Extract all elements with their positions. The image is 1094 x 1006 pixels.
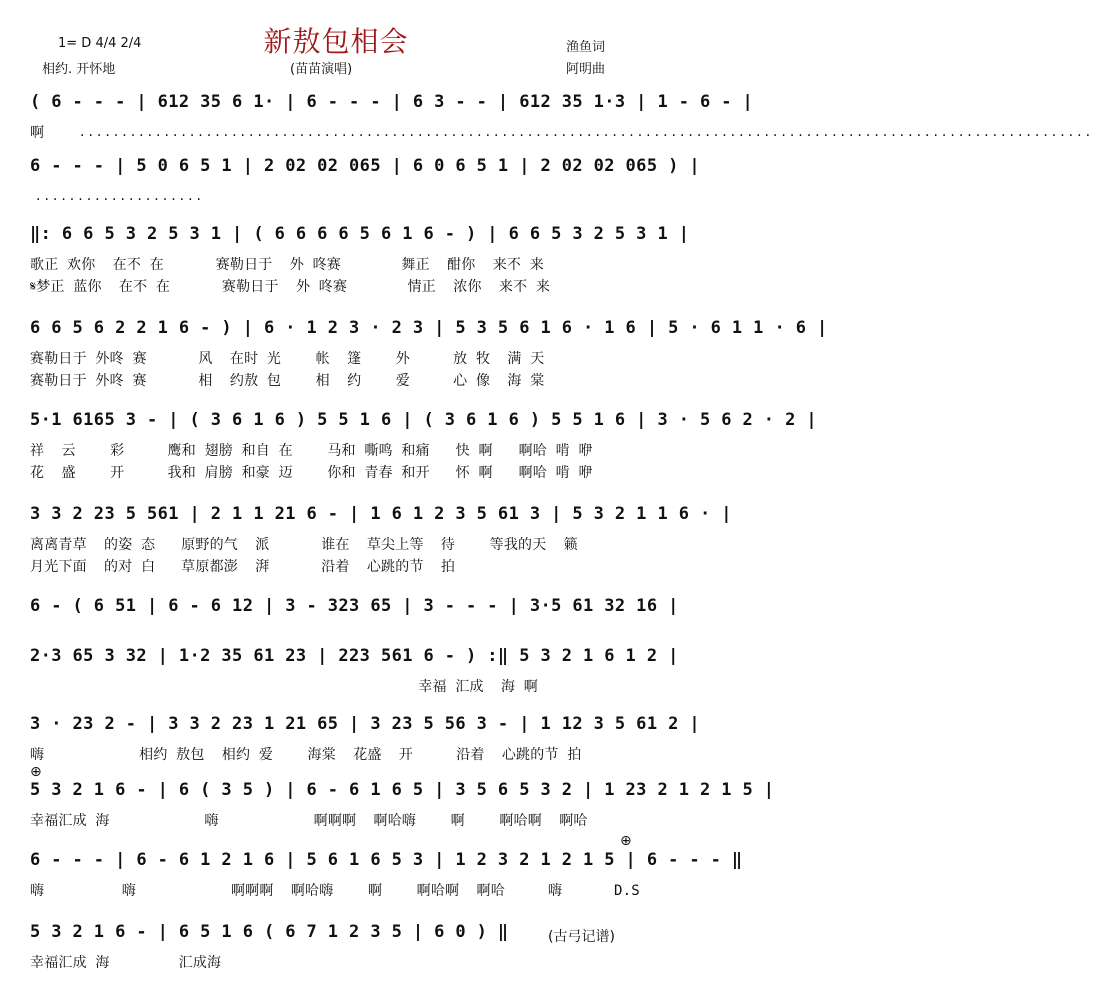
notation-line: 2·3 65 3 32 | 1·2 35 61 23 | 223 561 6 - ) :‖ 5 3 2 1 6 1 2 | [30, 646, 679, 666]
key-time-signature: 1= D 4/4 2/4 [58, 36, 142, 51]
lyric-line-verse-2: 赛勒日于 外咚 赛 相 约敖 包 相 约 爱 心 像 海 棠 [30, 373, 545, 389]
notation-line: 6 - - - | 5 0 6 5 1 | 2 02 02 065 | 6 0 6 5 1 | 2 02 02 065 ) | [30, 156, 700, 176]
lyric-line: 祥 云 彩 鹰和 翅膀 和自 在 马和 嘶鸣 和痛 快 啊 啊哈 啃 咿 [30, 443, 593, 459]
lyric-line: 歌正 欢你 在不 在 赛勒日于 外 咚赛 舞正 酣你 来不 来 [30, 257, 544, 273]
song-title: 新敖包相会 [263, 25, 409, 58]
notation-line: 5 3 2 1 6 - | 6 5 1 6 ( 6 7 1 2 3 5 | 6 0 ) ‖ [30, 922, 509, 942]
singer: (苗苗演唱) [290, 62, 353, 77]
notation-line: ‖: 6 6 5 3 2 5 3 1 | ( 6 6 6 6 5 6 1 6 - ) | 6 6 5 3 2 5 3 1 | [30, 224, 690, 244]
notation-line: 3 3 2 23 5 561 | 2 1 1 21 6 - | 1 6 1 2 3 5 61 3 | 5 3 2 1 1 6 · | [30, 504, 732, 524]
lyric-line: 嗨 相约 敖包 相约 爱 海棠 花盛 开 沿着 心跳的节 拍 [30, 747, 582, 763]
coda-icon: ⊕ [30, 764, 42, 780]
coda-icon: ⊕ [620, 833, 632, 849]
tempo-mood: 相约. 开怀地 [42, 62, 116, 77]
notation-line: 5·1 6165 3 - | ( 3 6 1 6 ) 5 5 1 6 | ( 3 6 1 6 ) 5 5 1 6 | 3 · 5 6 2 · 2 | [30, 410, 817, 430]
lyric-line: 嗨 嗨 啊啊啊 啊哈嗨 啊 啊哈啊 啊哈 嗨 D.S [30, 883, 640, 899]
lyricist: 渔鱼词 [566, 40, 606, 55]
lyric-line: 啊 [30, 125, 45, 141]
melisma-dots: ........................................................................................................................ [80, 124, 1094, 140]
lyric-line: 幸福 汇成 海 啊 [30, 679, 539, 695]
notation-line: 6 6 5 6 2 2 1 6 - ) | 6 · 1 2 3 · 2 3 | 5 3 5 6 1 6 · 1 6 | 5 · 6 1 1 · 6 | [30, 318, 828, 338]
lyric-line: 幸福汇成 海 汇成海 [30, 955, 222, 971]
notation-line: 6 - - - | 6 - 6 1 2 1 6 | 5 6 1 6 5 3 | 1 2 3 2 1 2 1 5 | 6 - - - ‖ [30, 850, 743, 870]
lyric-line: 离离青草 的姿 态 原野的气 派 谁在 草尖上等 待 等我的天 籁 [30, 537, 578, 553]
lyric-line-verse-2: 花 盛 开 我和 肩膀 和豪 迈 你和 青春 和开 怀 啊 啊哈 啃 咿 [30, 465, 593, 481]
melisma-dots: .................... [36, 188, 206, 204]
notation-line: 5 3 2 1 6 - | 6 ( 3 5 ) | 6 - 6 1 6 5 | 3 5 6 5 3 2 | 1 23 2 1 2 1 5 | [30, 780, 775, 800]
lyric-line-verse-2: 月光下面 的对 白 草原都澎 湃 沿着 心跳的节 拍 [30, 559, 456, 575]
notation-line: ( 6 - - - | 612 35 6 1· | 6 - - - | 6 3 - - | 612 35 1·3 | 1 - 6 - | [30, 92, 754, 112]
notation-line: 6 - ( 6 51 | 6 - 6 12 | 3 - 323 65 | 3 - - - | 3·5 61 32 16 | [30, 596, 679, 616]
lyric-line-verse-2: 𝄋梦正 蓝你 在不 在 赛勒日于 外 咚赛 情正 浓你 来不 来 [30, 279, 551, 295]
lyric-line: 幸福汇成 海 嗨 啊啊啊 啊哈嗨 啊 啊哈啊 啊哈 [30, 813, 588, 829]
transcriber-credit: (古弓记谱) [548, 929, 615, 945]
composer: 阿明曲 [566, 62, 606, 77]
notation-line: 3 · 23 2 - | 3 3 2 23 1 21 65 | 3 23 5 56 3 - | 1 12 3 5 61 2 | [30, 714, 700, 734]
lyric-line: 赛勒日于 外咚 赛 风 在时 光 帐 篷 外 放 牧 满 天 [30, 351, 545, 367]
